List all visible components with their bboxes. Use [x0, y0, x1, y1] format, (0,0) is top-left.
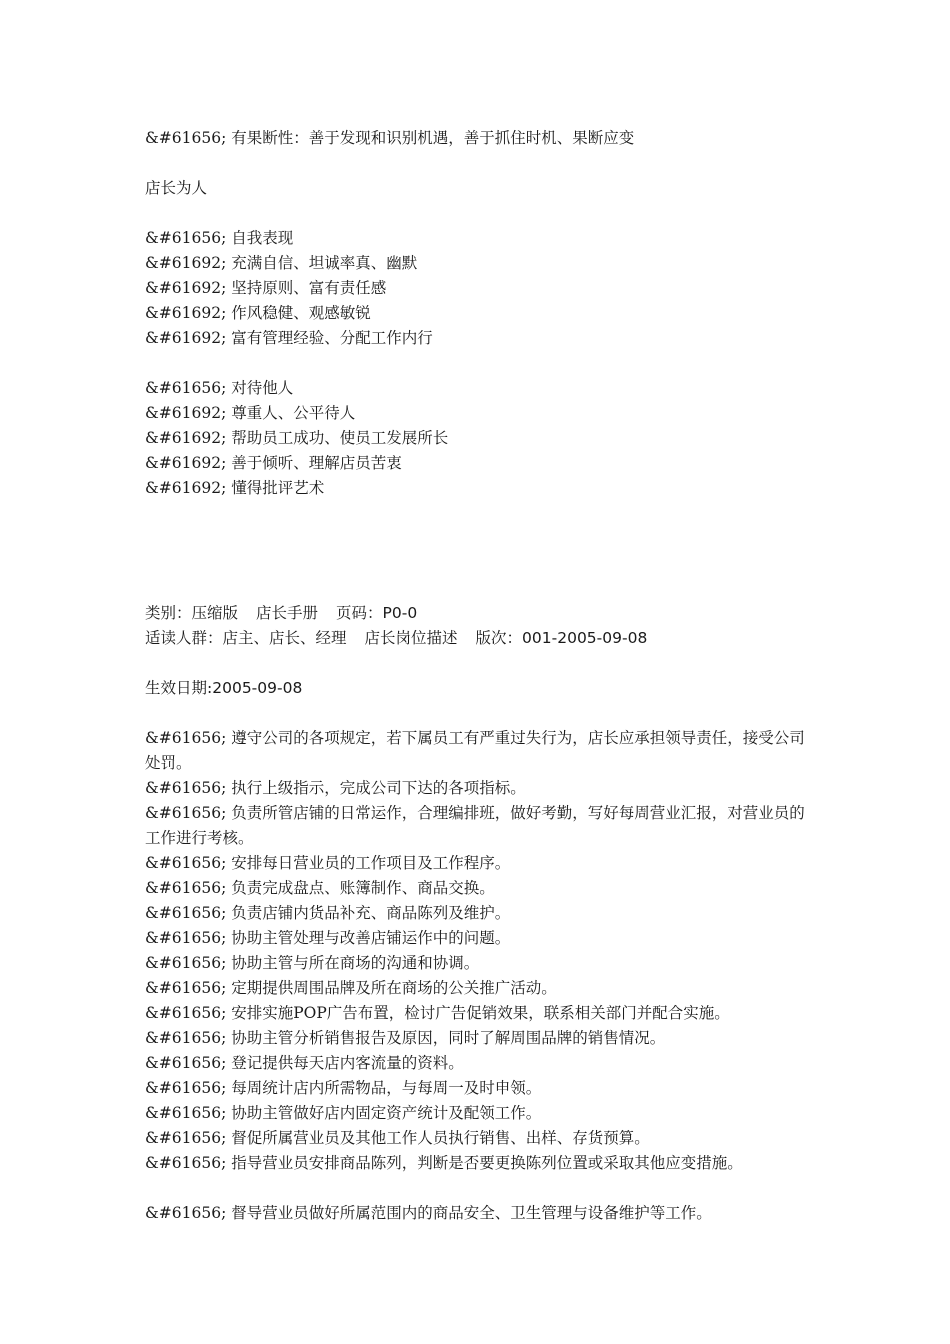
version-value: 001-2005-09-08 [522, 629, 648, 647]
doc-meta-line-2 [145, 626, 810, 651]
list-item: &#61656; 负责所管店铺的日常运作，合理编排班，做好考勤，写好每周营业汇报，对营业员的工作进行考核。 [145, 804, 805, 847]
list-item: &#61692; 帮助员工成功、使员工发展所长 [145, 429, 449, 447]
list-item: &#61656; 指导营业员安排商品陈列，判断是否要更换陈列位置或采取其他应变措施。 [145, 1154, 743, 1172]
list-item: &#61656; 自我表现 [145, 229, 294, 247]
page-number-value: P0-0 [382, 604, 418, 622]
document-page [145, 126, 810, 1226]
effective-date-label: 生效日期: [145, 679, 213, 697]
spacer [145, 701, 810, 726]
self-presentation-list [145, 226, 810, 351]
list-item: &#61656; 协助主管处理与改善店铺运作中的问题。 [145, 929, 511, 947]
spacer [145, 351, 810, 376]
list-item: &#61656; 协助主管与所在商场的沟通和协调。 [145, 954, 480, 972]
category-label: 类别：压缩版 [145, 604, 239, 622]
list-item: &#61692; 善于倾听、理解店员苦衷 [145, 454, 402, 472]
list-item: &#61656; 遵守公司的各项规定，若下属员工有严重过失行为，店长应承担领导责任，接受公司处罚。 [145, 729, 805, 772]
list-item: &#61692; 富有管理经验、分配工作内行 [145, 329, 433, 347]
spacer [145, 501, 810, 601]
list-item: &#61656; 安排实施POP广告布置，检讨广告促销效果，联系相关部门并配合实施。 [145, 1004, 730, 1022]
list-item: &#61656; 负责完成盘点、账簿制作、商品交换。 [145, 879, 495, 897]
list-item: &#61656; 定期提供周围品牌及所在商场的公关推广活动。 [145, 979, 557, 997]
spacer [145, 201, 810, 226]
decisiveness-line: &#61656; 有果断性：善于发现和识别机遇，善于抓住时机、果断应变 [145, 129, 635, 147]
list-item: &#61656; 负责店铺内货品补充、商品陈列及维护。 [145, 904, 511, 922]
effective-date-value: 2005-09-08 [212, 679, 303, 697]
final-duty: &#61656; 督导营业员做好所属范围内的商品安全、卫生管理与设备维护等工作。 [145, 1204, 712, 1222]
doc-title: 店长岗位描述 [364, 629, 458, 647]
audience-label: 适读人群：店主、店长、经理 [145, 629, 347, 647]
duties-list [145, 726, 810, 1176]
list-item: &#61656; 协助主管做好店内固定资产统计及配领工作。 [145, 1104, 542, 1122]
list-item: &#61656; 对待他人 [145, 379, 294, 397]
list-item: &#61692; 充满自信、坦诚率真、幽默 [145, 254, 418, 272]
list-item: &#61656; 执行上级指示，完成公司下达的各项指标。 [145, 779, 526, 797]
page-number-label: 页码： [336, 604, 383, 622]
list-item: &#61692; 懂得批评艺术 [145, 479, 325, 497]
version-label: 版次： [475, 629, 523, 647]
doc-meta-line-1 [145, 601, 810, 626]
section-heading-manager-conduct: 店长为人 [145, 179, 208, 197]
treating-others-list [145, 376, 810, 501]
list-item: &#61656; 督促所属营业员及其他工作人员执行销售、出样、存货预算。 [145, 1129, 650, 1147]
spacer [145, 151, 810, 176]
spacer [145, 1176, 810, 1201]
list-item: &#61692; 坚持原则、富有责任感 [145, 279, 387, 297]
effective-date-line [145, 676, 810, 701]
spacer [145, 651, 810, 676]
list-item: &#61656; 安排每日营业员的工作项目及工作程序。 [145, 854, 511, 872]
list-item: &#61656; 登记提供每天店内客流量的资料。 [145, 1054, 464, 1072]
manual-name: 店长手册 [256, 604, 319, 622]
list-item: &#61656; 每周统计店内所需物品，与每周一及时申领。 [145, 1079, 542, 1097]
list-item: &#61692; 作风稳健、观感敏锐 [145, 304, 371, 322]
list-item: &#61692; 尊重人、公平待人 [145, 404, 356, 422]
list-item: &#61656; 协助主管分析销售报告及原因，同时了解周围品牌的销售情况。 [145, 1029, 666, 1047]
